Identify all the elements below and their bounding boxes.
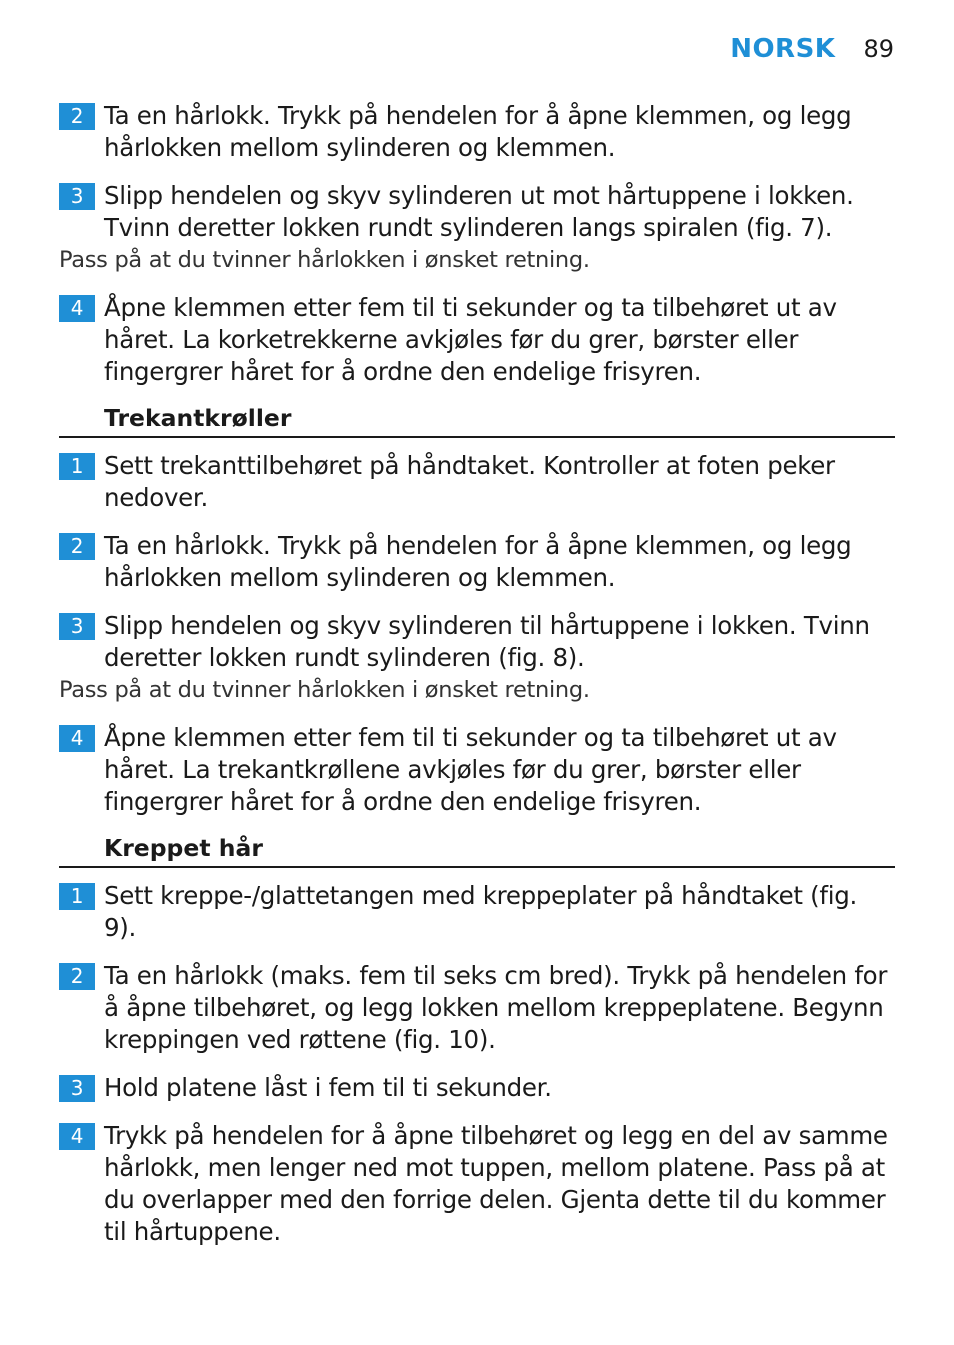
step-number-badge: 1 (59, 453, 95, 480)
step-item (59, 1120, 895, 1248)
step-number-badge: 1 (59, 883, 95, 910)
page-number: 89 (863, 35, 894, 63)
step-item (59, 1072, 895, 1104)
step-text: Ta en hårlokk (maks. fem til seks cm bred). Trykk på hendelen for å åpne tilbehøret, og legg lokken mellom kreppeplatene. Begynn kreppingen ved røttene (fig. 10). (104, 961, 888, 1054)
step-text: Sett kreppe-/glattetangen med kreppeplater på håndtaket (fig. 9). (104, 881, 858, 942)
note-text: Pass på at du tvinner hårlokken i ønsket retning. (59, 677, 590, 703)
step-text: Trykk på hendelen for å åpne tilbehøret og legg en del av samme hårlokk, men lenger ned mot tuppen, mellom platene. Pass på at du overlapper med den forrige delen. Gjenta dette til du kommer til hårtuppene. (104, 1121, 888, 1246)
step-number-badge: 3 (59, 1075, 95, 1102)
step-item (59, 450, 895, 514)
section-heading-crimp: Kreppet hår (59, 832, 895, 868)
step-number-badge: 4 (59, 1123, 95, 1150)
step-item (59, 610, 895, 674)
step-number-badge: 3 (59, 613, 95, 640)
step-number-badge: 4 (59, 295, 95, 322)
step-item (59, 880, 895, 944)
page-header (730, 34, 894, 64)
step-item (59, 100, 895, 164)
note-text: Pass på at du tvinner hårlokken i ønsket retning. (59, 247, 590, 273)
step-text: Sett trekanttilbehøret på håndtaket. Kontroller at foten peker nedover. (104, 451, 835, 512)
step-number-badge: 2 (59, 963, 95, 990)
section-heading-triangle: Trekantkrøller (59, 402, 895, 438)
step-text: Slipp hendelen og skyv sylinderen til hårtuppene i lokken. Tvinn deretter lokken rundt sylinderen (fig. 8). (104, 611, 870, 672)
step-item (59, 960, 895, 1056)
step-text: Slipp hendelen og skyv sylinderen ut mot hårtuppene i lokken. Tvinn deretter lokken rundt sylinderen langs spiralen (fig. 7). (104, 181, 854, 242)
main-content (59, 100, 895, 1248)
step-item (59, 530, 895, 594)
step-text: Ta en hårlokk. Trykk på hendelen for å åpne klemmen, og legg hårlokken mellom sylinderen og klemmen. (104, 101, 852, 162)
step-item (59, 292, 895, 388)
step-number-badge: 4 (59, 725, 95, 752)
step-item (59, 722, 895, 818)
step-text: Hold platene låst i fem til ti sekunder. (104, 1073, 552, 1102)
step-number-badge: 3 (59, 183, 95, 210)
step-number-badge: 2 (59, 103, 95, 130)
step-text: Åpne klemmen etter fem til ti sekunder og ta tilbehøret ut av håret. La trekantkrøllene avkjøles før du grer, børster eller fingergrer håret for å ordne den endelige frisyren. (104, 723, 837, 816)
language-label: NORSK (730, 34, 836, 64)
step-text: Åpne klemmen etter fem til ti sekunder og ta tilbehøret ut av håret. La korketrekkerne avkjøles før du grer, børster eller fingergrer håret for å ordne den endelige frisyren. (104, 293, 837, 386)
step-number-badge: 2 (59, 533, 95, 560)
step-item (59, 180, 895, 244)
step-text: Ta en hårlokk. Trykk på hendelen for å åpne klemmen, og legg hårlokken mellom sylinderen og klemmen. (104, 531, 852, 592)
